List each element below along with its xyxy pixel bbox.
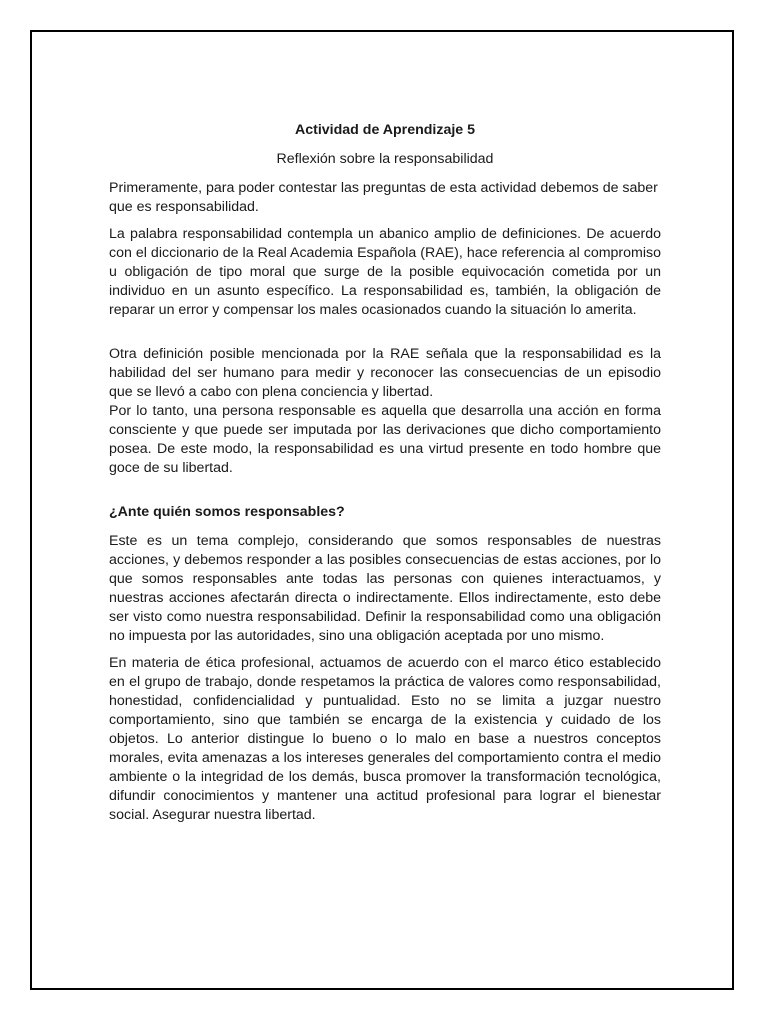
paragraph-intro: Primeramente, para poder contestar las preguntas de esta actividad debemos de saber que es responsabilidad.: [109, 180, 658, 215]
paragraph-rae-definition: Otra definición posible mencionada por la RAE señala que la responsabilidad es la habilidad del ser humano para medir y reconocer las consecuencias de un episodio que se llevó a cabo con plena conciencia y libertad.: [109, 346, 661, 400]
document-subtitle: Reflexión sobre la responsabilidad: [276, 151, 494, 167]
document-title: Actividad de Aprendizaje 5: [294, 122, 476, 138]
section-heading: ¿Ante quién somos responsables?: [109, 504, 345, 520]
paragraph-responsible-person: Por lo tanto, una persona responsable es aquella que desarrolla una acción en forma consciente y que puede ser imputada por las derivaciones que dicho comportamiento posea. De este modo, la responsabilidad es una virtud presente en todo hombre que goce de su libertad.: [109, 403, 661, 476]
document-body: [109, 121, 661, 833]
paragraph-before-whom: Este es un tema complejo, considerando que somos responsables de nuestras acciones, y debemos responder a las posibles consecuencias de estas acciones, por lo que somos responsables ante todas las personas con quienes interactuamos, y nuestras acciones afectarán directa o indirectamente. Ellos indirectamente, esto debe ser visto como nuestra responsabilidad. Definir la responsabilidad como una obligación no impuesta por las autoridades, sino una obligación aceptada por uno mismo.: [109, 533, 661, 644]
document-page: [30, 30, 734, 990]
paragraph-definition: La palabra responsabilidad contempla un abanico amplio de definiciones. De acuerdo con el diccionario de la Real Academia Española (RAE), hace referencia al compromiso u obligación de tipo moral que surge de la posible equivocación cometida por un individuo en un asunto específico. La responsabilidad es, también, la obligación de reparar un error y compensar los males ocasionados cuando la situación lo amerita.: [109, 226, 661, 318]
paragraph-professional-ethics: En materia de ética profesional, actuamos de acuerdo con el marco ético establecido en el grupo de trabajo, donde respetamos la práctica de valores como responsabilidad, honestidad, confidencialidad y puntualidad. Esto no se limita a juzgar nuestro comportamiento, sino que también se encarga de la existencia y cuidado de los objetos. Lo anterior distingue lo bueno o lo malo en base a nuestros conceptos morales, evita amenazas a los intereses generales del comportamiento contra el medio ambiente o la integridad de los demás, busca promover la transformación tecnológica, difundir conocimientos y mantener una actitud profesional para lograr el bienestar social. Asegurar nuestra libertad.: [109, 655, 661, 823]
